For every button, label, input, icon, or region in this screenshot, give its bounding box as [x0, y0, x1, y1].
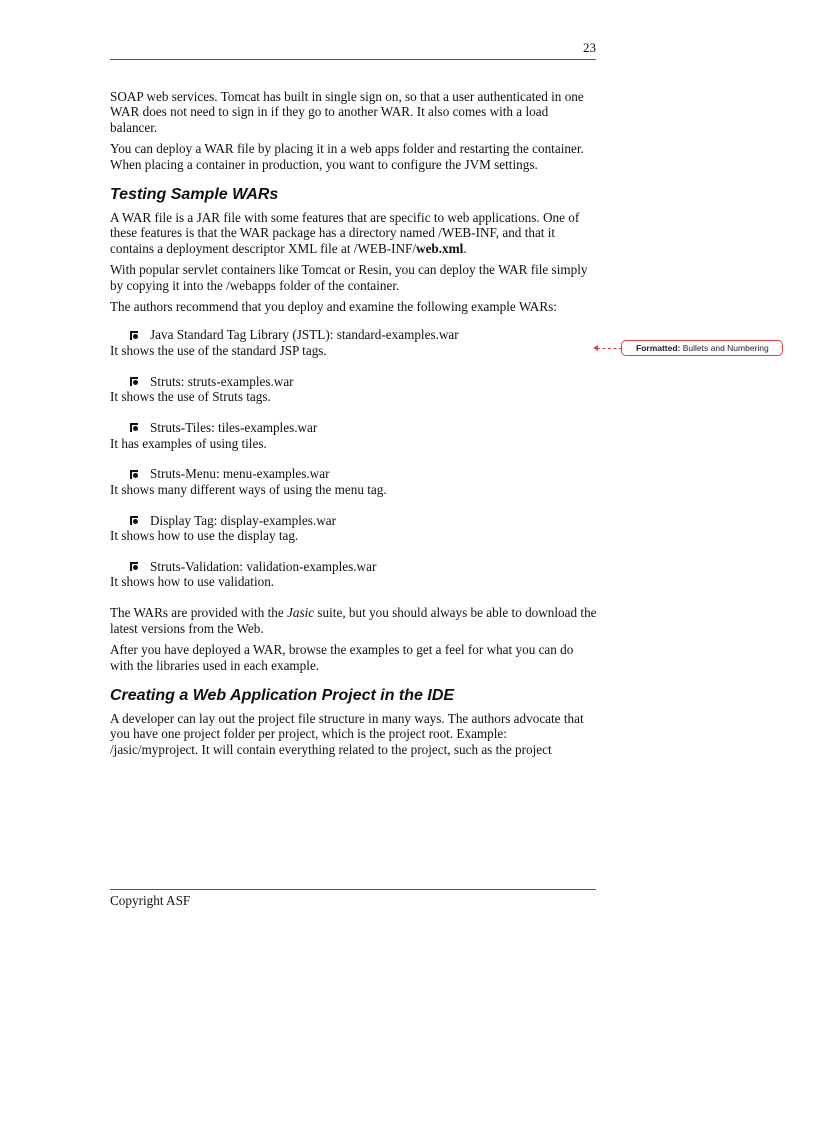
creating-paragraph-1: A developer can lay out the project file structure in many ways. The authors advocate that you have one project folder per project, which is the project root. Example: /jasic/myproject. It will contain everything related to the project, such as the project	[110, 710, 584, 757]
jasic-italic: Jasic	[287, 605, 315, 621]
bullet-icon	[130, 377, 138, 386]
page-number: 23	[583, 40, 596, 55]
example-wars-list	[110, 327, 598, 589]
list-item	[110, 420, 598, 451]
list-item-title: Java Standard Tag Library (JSTL): standard-examples.war	[150, 327, 459, 343]
testing-paragraph-2: With popular servlet containers like Tomcat or Resin, you can deploy the WAR file simply by copying it into the /webapps folder of the container.	[110, 262, 588, 293]
formatting-comment-balloon[interactable]	[621, 340, 783, 356]
bullet-icon	[130, 562, 138, 571]
intro-paragraph-2: You can deploy a WAR file by placing it in a web apps folder and restarting the container. When placing a container in production, you want to configure the JVM settings.	[110, 141, 584, 172]
list-item-title: Display Tag: display-examples.war	[150, 512, 336, 528]
list-item	[110, 513, 598, 544]
list-item-title: Struts-Tiles: tiles-examples.war	[150, 420, 318, 436]
heading-creating-web-app: Creating a Web Application Project in the IDE	[110, 686, 455, 704]
header-rule	[110, 59, 596, 60]
footer-rule	[110, 889, 596, 890]
list-item-desc: It has examples of using tiles.	[110, 435, 267, 451]
testing-paragraph-3: The authors recommend that you deploy and examine the following example WARs:	[110, 299, 557, 315]
page-body	[110, 89, 598, 763]
comment-connector	[597, 348, 622, 349]
comment-label: Formatted:	[636, 343, 681, 353]
comment-text: Bullets and Numbering	[680, 343, 769, 353]
bullet-icon	[130, 516, 138, 525]
list-item-desc: It shows how to use validation.	[110, 574, 275, 590]
list-item	[110, 327, 598, 358]
list-item-title: Struts-Validation: validation-examples.war	[150, 559, 377, 575]
heading-testing-sample-wars: Testing Sample WARs	[110, 186, 279, 204]
web-xml-bold: web.xml	[416, 240, 464, 256]
after-list-paragraph-1: The WARs are provided with the Jasic suite, but you should always be able to download the latest versions from the Web.	[110, 605, 597, 636]
list-item-title: Struts-Menu: menu-examples.war	[150, 466, 330, 482]
bullet-icon	[130, 470, 138, 479]
footer-copyright: Copyright ASF	[110, 893, 191, 908]
after-list-paragraph-2: After you have deployed a WAR, browse the examples to get a feel for what you can do with the libraries used in each example.	[110, 642, 574, 673]
list-item	[110, 559, 598, 590]
testing-paragraph-1: A WAR file is a JAR file with some features that are specific to web applications. One of these features is that the WAR package has a directory named /WEB-INF, and that it contains a deployment descriptor XML file at /WEB-INF/web.xml.	[110, 210, 580, 256]
bullet-icon	[130, 331, 138, 340]
list-item-desc: It shows the use of Struts tags.	[110, 389, 271, 405]
list-item-title: Struts: struts-examples.war	[150, 373, 294, 389]
list-item	[110, 374, 598, 405]
intro-paragraph-1: SOAP web services. Tomcat has built in single sign on, so that a user authenticated in one WAR does not need to sign in if they go to another WAR. It also comes with a load balancer.	[110, 89, 584, 135]
list-item-desc: It shows many different ways of using the menu tag.	[110, 481, 387, 497]
list-item-desc: It shows how to use the display tag.	[110, 528, 299, 544]
list-item-desc: It shows the use of the standard JSP tags.	[110, 342, 327, 358]
bullet-icon	[130, 423, 138, 432]
list-item	[110, 466, 598, 497]
